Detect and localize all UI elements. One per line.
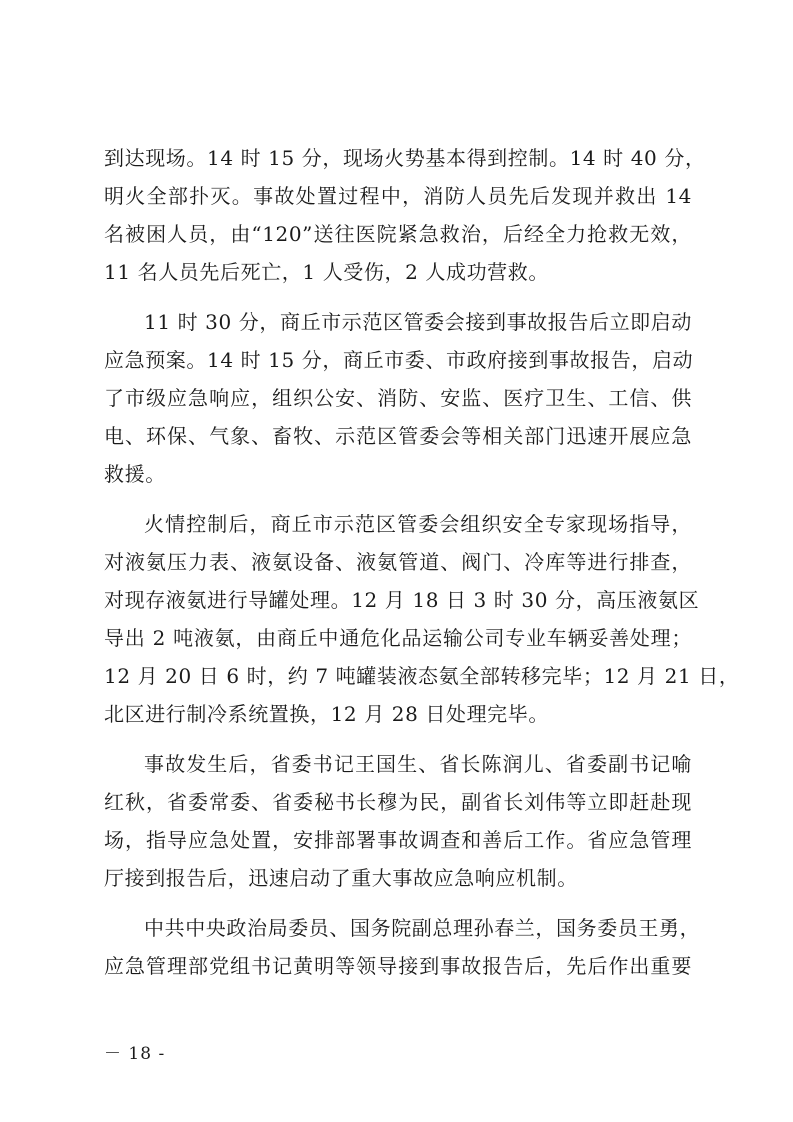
text-line: 场，指导应急处置，安排部署事故调查和善后工作。省应急管理 — [104, 828, 692, 852]
text-line: 应急管理部党组书记黄明等领导接到事故报告后，先后作出重要 — [104, 954, 692, 978]
text-line: 对液氨压力表、液氨设备、液氨管道、阀门、冷库等进行排查， — [104, 550, 692, 574]
text-line: 厅接到报告后，迅速启动了重大事故应急响应机制。 — [104, 866, 578, 890]
page-number: － 18 - — [104, 1044, 166, 1064]
text-line: 红秋，省委常委、省委秘书长穆为民，副省长刘伟等立即赶赴现 — [104, 790, 692, 814]
text-line: 导出 2 吨液氨，由商丘中通危化品运输公司专业车辆妥善处理； — [104, 626, 692, 650]
text-line: 中共中央政治局委员、国务院副总理孙春兰，国务委员王勇， — [144, 916, 701, 940]
text-line: 11 名人员先后死亡，1 人受伤，2 人成功营救。 — [104, 260, 549, 284]
text-line: 事故发生后，省委书记王国生、省长陈润儿、省委副书记喻 — [144, 752, 692, 776]
text-line: 应急预案。14 时 15 分，商丘市委、市政府接到事故报告，启动 — [104, 348, 694, 372]
paragraph-gap — [104, 291, 692, 303]
paragraph-gap — [104, 897, 692, 909]
text-line: 救援。 — [104, 462, 166, 486]
paragraph-5 — [104, 909, 701, 985]
text-line: 北区进行制冷系统置换，12 月 28 日处理完毕。 — [104, 702, 549, 726]
document-body — [104, 139, 740, 985]
text-line: 12 月 20 日 6 时，约 7 吨罐装液态氨全部转移完毕；12 月 21 日， — [104, 664, 740, 688]
text-line: 对现存液氨进行导罐处理。12 月 18 日 3 时 30 分，高压液氨区 — [104, 588, 700, 612]
paragraph-3 — [104, 505, 740, 733]
text-line: 名被困人员，由“120”送往医院紧急救治，后经全力抢救无效， — [104, 222, 692, 246]
text-line: 了市级应急响应，组织公安、消防、安监、医疗卫生、工信、供 — [104, 386, 692, 410]
paragraph-2 — [104, 303, 692, 493]
paragraph-1 — [104, 139, 706, 291]
paragraph-4 — [104, 745, 692, 897]
text-line: 11 时 30 分，商丘市示范区管委会接到事故报告后立即启动 — [144, 310, 692, 334]
paragraph-gap — [104, 493, 692, 505]
text-line: 到达现场。14 时 15 分，现场火势基本得到控制。14 时 40 分， — [104, 146, 706, 170]
text-line: 火情控制后，商丘市示范区管委会组织安全专家现场指导， — [144, 512, 692, 536]
paragraph-gap — [104, 733, 692, 745]
text-line: 明火全部扑灭。事故处置过程中，消防人员先后发现并救出 14 — [104, 184, 692, 208]
text-line: 电、环保、气象、畜牧、示范区管委会等相关部门迅速开展应急 — [104, 424, 692, 448]
